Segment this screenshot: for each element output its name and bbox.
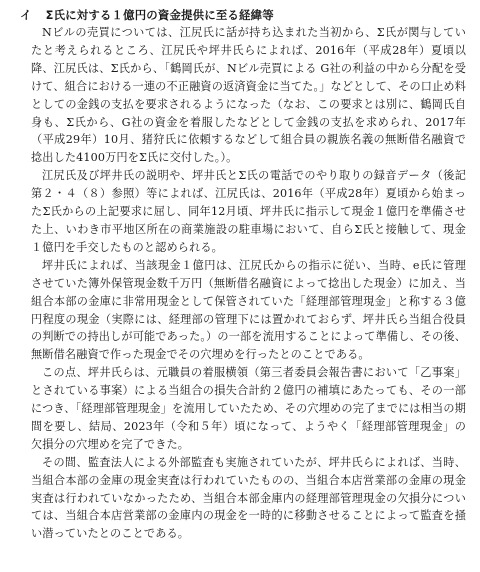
paragraph-2: 江尻氏及び坪井氏の説明や、坪井氏とΣ氏の電話でのやり取りの録音データ（後記第２・４（８）参照）等によれば、江尻氏は、2016年（平成28年）夏頃から始まったΣ氏からの上記要求に屈し、同年12月頃、坪井氏に指示して現金１億円を準備させた上、いわき市平地区所在の商業施設の駐車場において、自らΣ氏と接触して、現金１億円を手交したものと認められる。 <box>31 169 466 254</box>
section-heading <box>20 6 466 24</box>
paragraph-4: この点、坪井氏らは、元職員の着服横領（第三者委員会報告書において「乙事案」とされている事案）による当組合の損失合計約２億円の補填にあたっても、その一部につき、「経理部管理現金」を流用していたため、その穴埋めの完了までには相当の期間を要し、結局、2023年（令和５年）頃になって、ようやく「経理部管理現金」の欠損分の穴埋めを完了できた。 <box>31 366 466 451</box>
paragraph-1: Nビルの売買については、江尻氏に話が持ち込まれた当初から、Σ氏が関与していたと考えられるところ、江尻氏や坪井氏らによれば、2016年（平成28年）夏頃以降、江尻氏は、Σ氏から、「鶴岡氏が、Nビル売買による G社の利益の中から分配を受けて、組合における一連の不正融資の返済資金に当てた。」などとして、その口止め料としての金銭の支払を要求されるようになった（なお、この要求とは別に、鶴岡氏自身も、Σ氏から、G社の資金を着服したなどとして金銭の支払を求められ、2017年（平成29年）10月、猪狩氏に依頼するなどして組合員の親族名義の無断借名融資で捻出した4100万円をΣ氏に交付した。）。 <box>31 26 466 165</box>
paragraph-5: その間、監査法人による外部監査も実施されていたが、坪井氏らによれば、当時、当組合本部の金庫の現金実査は行われていたものの、当組合本店営業部の金庫の現金実査は行われていなかったため、当組合本部金庫内の経理部管理現金の欠損分については、当組合本店営業部の金庫内の現金を一時的に移動させることによって監査を掻い潜っていたとのことである。 <box>31 455 466 541</box>
paragraph-3: 坪井氏によれば、当該現金１億円は、江尻氏からの指示に従い、当時、e氏に管理させていた簿外保管現金数千万円（無断借名融資によって捻出した現金）に加え、当組合本部の金庫に非常用現金として保管されていた「経理部管理現金」と称する３億円程度の現金（実際には、経理部の管理下には置かれておらず、坪井氏ら当組合役員の判断での持出しが可能であった。）の一部を流用することによって準備し、その後、無断借名融資で作った現金でその穴埋めを行ったとのことである。 <box>31 258 466 362</box>
section-title: Σ氏に対する１億円の資金提供に至る経緯等 <box>45 8 274 22</box>
section-number: イ <box>20 8 32 22</box>
